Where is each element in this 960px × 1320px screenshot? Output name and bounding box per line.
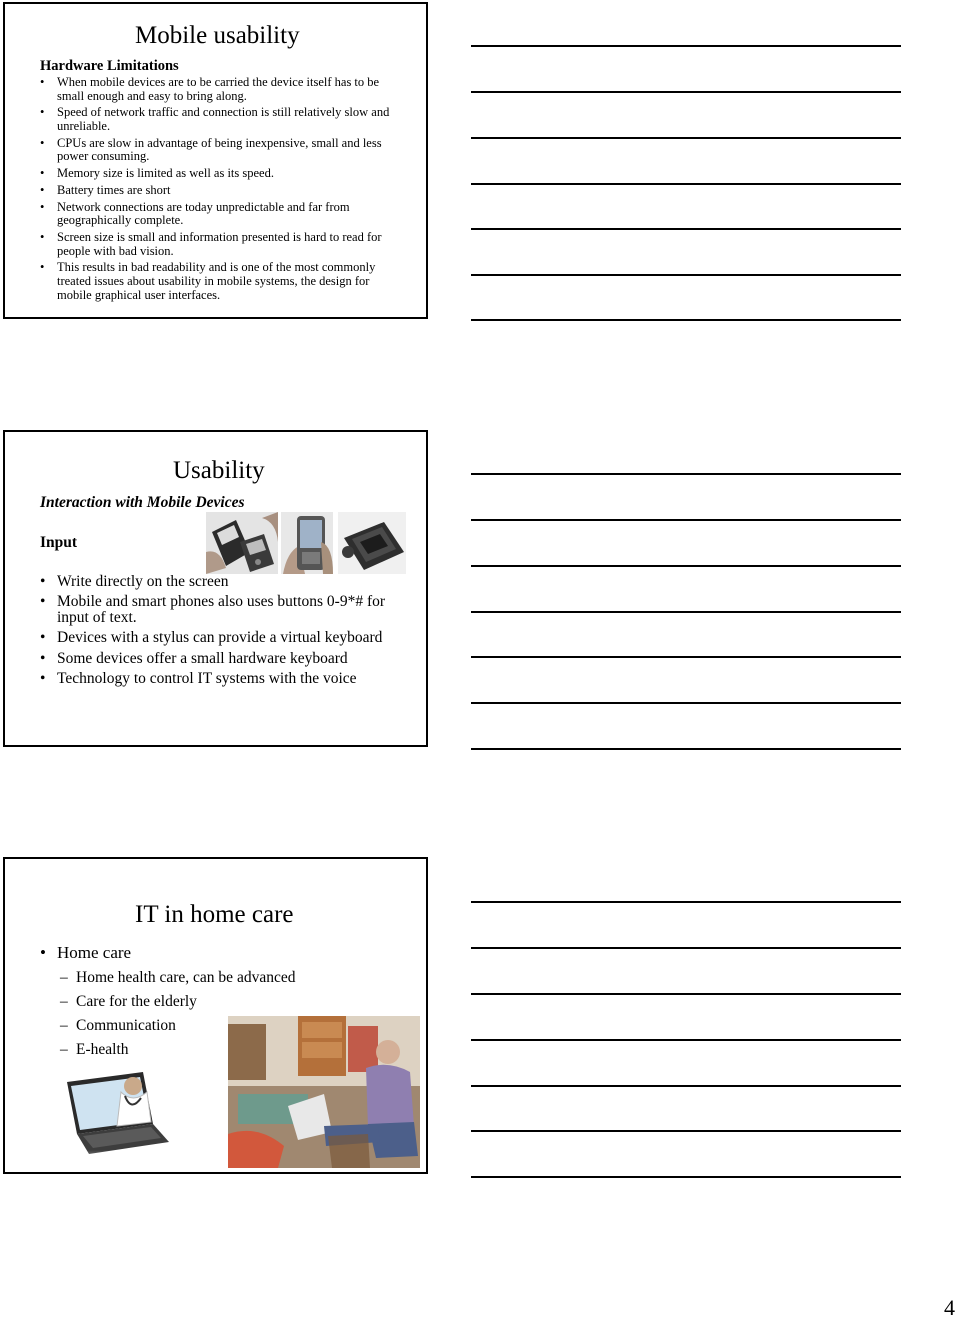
note-line: [471, 519, 901, 521]
slide-title: Usability: [173, 457, 265, 484]
list-item: • Technology to control IT systems with the voice: [38, 671, 408, 687]
list-item: • This results in bad readability and is one of the most commonly treated issues about usability in mobile systems, the design for mobile graphical user interfaces.: [38, 261, 398, 302]
note-line: [471, 473, 901, 475]
list-item: • Network connections are today unpredictable and far from geographically complete.: [38, 201, 398, 228]
section-heading: Hardware Limitations: [40, 58, 179, 74]
slide-title: Mobile usability: [135, 22, 300, 49]
note-line: [471, 1130, 901, 1132]
note-line: [471, 91, 901, 93]
list-item: • Screen size is small and information presented is hard to read for people with bad vision.: [38, 231, 398, 258]
sub-list-item: – Communication: [60, 1017, 295, 1035]
smartphone-photo: [281, 512, 333, 574]
slide-usability: [3, 430, 428, 747]
note-line: [471, 319, 901, 321]
phones-in-hands-photo: [206, 512, 278, 574]
note-line: [471, 947, 901, 949]
note-line: [471, 993, 901, 995]
list-item: • Devices with a stylus can provide a virtual keyboard: [38, 630, 408, 646]
slide-it-in-home-care: [3, 857, 428, 1174]
note-line: [471, 901, 901, 903]
note-line: [471, 1176, 901, 1178]
list-item: • Mobile and smart phones also uses buttons 0-9*# for input of text.: [38, 594, 408, 626]
list-item: • Memory size is limited as well as its speed.: [38, 167, 398, 181]
note-line: [471, 748, 901, 750]
list-item: • Write directly on the screen: [38, 574, 408, 590]
laptop-ehealth-illustration: [55, 1062, 175, 1172]
slide-subheading: Interaction with Mobile Devices: [40, 494, 245, 511]
list-item: • Home care: [38, 943, 131, 963]
slide-mobile-usability: [3, 2, 428, 319]
sub-list-item: – Care for the elderly: [60, 993, 295, 1011]
note-line: [471, 274, 901, 276]
sub-list-item: – Home health care, can be advanced: [60, 969, 295, 987]
note-line: [471, 137, 901, 139]
slide-title: IT in home care: [135, 901, 294, 928]
sub-list-item: – E-health: [60, 1041, 295, 1059]
note-line: [471, 702, 901, 704]
note-line: [471, 656, 901, 658]
list-item: • Battery times are short: [38, 184, 398, 198]
section-heading: Input: [40, 534, 78, 551]
note-line: [471, 611, 901, 613]
note-line: [471, 45, 901, 47]
list-item: • Some devices offer a small hardware keyboard: [38, 651, 408, 667]
note-line: [471, 565, 901, 567]
bullet-list: [38, 76, 398, 305]
list-item: • CPUs are slow in advantage of being inexpensive, small and less power consuming.: [38, 137, 398, 164]
note-line: [471, 183, 901, 185]
home-care-photo: [228, 1016, 420, 1168]
note-line: [471, 1039, 901, 1041]
note-line: [471, 228, 901, 230]
bullet-list: [38, 574, 408, 691]
note-line: [471, 1085, 901, 1087]
list-item: • When mobile devices are to be carried the device itself has to be small enough and easy to bring along.: [38, 76, 398, 103]
page-number: 4: [944, 1295, 955, 1320]
keyboard-device-photo: [338, 512, 406, 574]
list-item: • Speed of network traffic and connection is still relatively slow and unreliable.: [38, 106, 398, 133]
